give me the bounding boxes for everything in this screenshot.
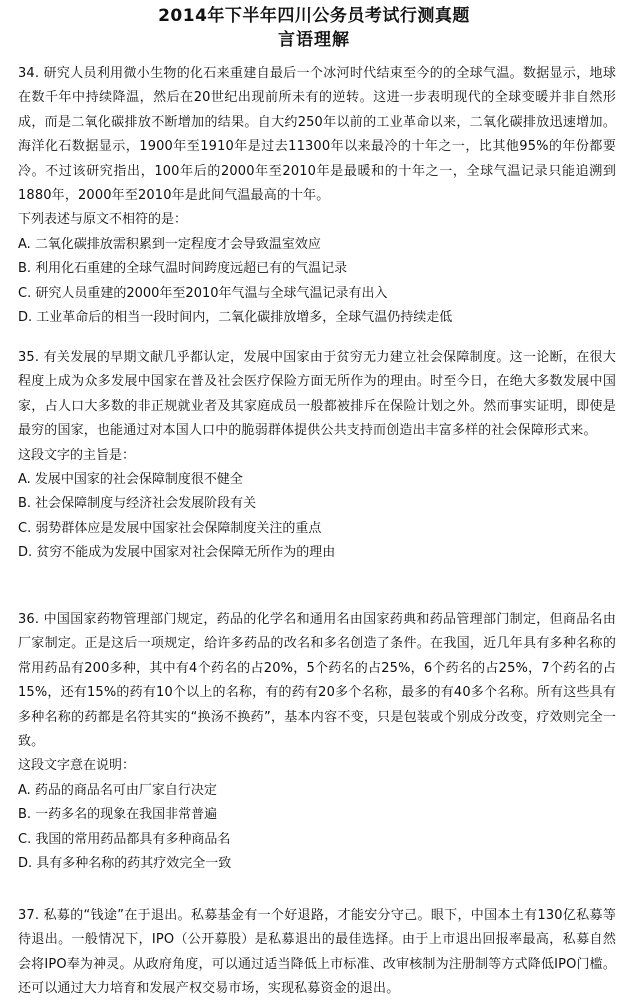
question-passage: 34. 研究人员利用微小生物的化石来重建自最后一个冰河时代结束至今的的全球气温。数据显示，地球在数千年中持续降温，然后在20世纪出现前所未有的逆转。这进一步表明现代的全球变暖并非自然形成，而是二氧化碳排放不断增加的结果。自大约250年以前的工业革命以来，二氧化碳排放迅速增加。海洋化石数据显示，1900年至1910年是过去11300年以来最冷的十年之一，比其他95%的年份都要冷。不过该研究指出，100年后的2000年至2010年是最暖和的十年之一，全球气温记录只能追溯到1880年，2000年至2010年是此间气温最高的十年。 [18,66,616,204]
option-a[interactable]: A. 发展中国家的社会保障制度很不健全 [18,472,243,488]
option-d[interactable]: D. 贫穷不能成为发展中国家对社会保障无所作为的理由 [18,545,336,561]
option-d[interactable]: D. 具有多种名称的药其疗效完全一致 [18,856,232,872]
option-b[interactable]: B. 社会保障制度与经济社会发展阶段有关 [18,496,257,512]
question-34 [18,62,616,330]
option-d[interactable]: D. 工业革命后的相当一段时间内，二氧化碳排放增多，全球气温仍持续走低 [18,310,453,326]
question-passage: 35. 有关发展的早期文献几乎都认定，发展中国家由于贫穷无力建立社会保障制度。这一论断，在很大程度上成为众多发展中国家在普及社会医疗保险方面无所作为的理由。时至今日，在绝大多数发展中国家，占人口大多数的非正规就业者及其家庭成员一般都被排斥在保险计划之外。然而事实证明，即使是最穷的国家，也能通过对本国人口中的脆弱群体提供公共支持而创造出丰富多样的社会保障形式来。 [18,350,616,439]
question-stem: 这段文字意在说明： [18,758,136,774]
option-b[interactable]: B. 一药多名的现象在我国非常普遍 [18,807,218,823]
option-c[interactable]: C. 弱势群体应是发展中国家社会保障制度关注的重点 [18,520,322,536]
question-stem: 这段文字的主旨是： [18,447,136,463]
question-35 [18,346,616,566]
option-b[interactable]: B. 利用化石重建的全球气温时间跨度远超已有的气温记录 [18,261,348,277]
option-a[interactable]: A. 二氧化碳排放需积累到一定程度才会导致温室效应 [18,236,321,252]
option-c[interactable]: C. 研究人员重建的2000年至2010年气温与全球气温记录有出入 [18,285,388,301]
option-a[interactable]: A. 药品的商品名可由厂家自行决定 [18,782,217,798]
question-stem: 下列表述与原文不相符的是： [18,212,188,228]
document-title: 2014年下半年四川公务员考试行测真题 [158,6,470,26]
document-header [0,0,628,52]
option-c[interactable]: C. 我国的常用药品都具有多种商品名 [18,831,231,847]
question-36 [18,608,616,876]
question-37 [18,904,616,1002]
section-title: 言语理解 [278,30,350,50]
question-passage: 37. 私募的“钱途”在于退出。私募基金有一个好退路，才能安分守己。眼下，中国本土有130亿私募等待退出。一般情况下，IPO（公开募股）是私募退出的最佳选择。由于上市退出回报率最高，私募自然会将IPO奉为神灵。从政府角度，可以通过适当降低上市标准、改审核制为注册制等方式降低IPO门槛。还可以通过大力培育和发展产权交易市场，实现私募资金的退出。 [18,908,616,997]
question-passage: 36. 中国国家药物管理部门规定，药品的化学名和通用名由国家药典和药品管理部门制定，但商品名由厂家制定。正是这后一项规定，给许多药品的改名和多名创造了条件。在我国，近几年具有多种名称的常用药品有200多种，其中有4个药名的占20%，5个药名的占25%，6个药名的占25%，7个药名的占15%，还有15%的药有10个以上的名称，有的药有20多个名称，最多的有40多个名称。所有这些具有多种名称的药都是名符其实的“换汤不换药”，基本内容不变，只是包装或个别成分改变，疗效则完全一致。 [18,612,616,750]
